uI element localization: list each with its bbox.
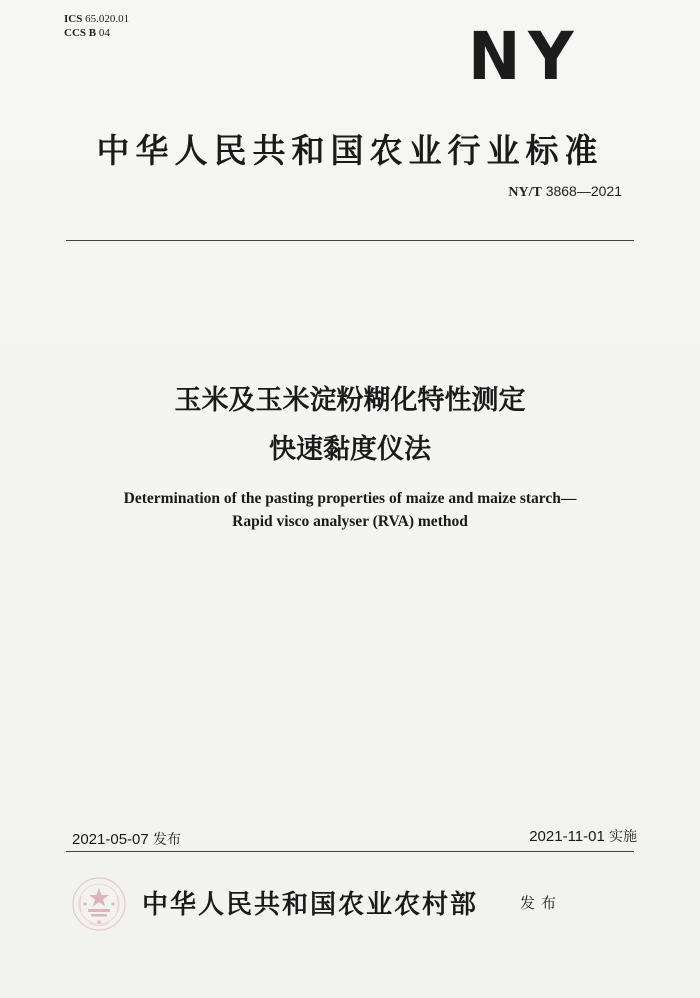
standard-number-prefix: NY/T	[508, 185, 542, 200]
standard-class-heading: 中华人民共和国农业行业标准	[96, 131, 604, 170]
ccs-value: 04	[98, 27, 110, 39]
issuing-action: 发布	[520, 894, 563, 912]
classification-codes	[64, 12, 129, 40]
ics-value: 65.020.01	[85, 13, 130, 25]
title-cn-line1: 玉米及玉米淀粉糊化特性测定	[174, 385, 526, 416]
bottom-divider	[66, 851, 634, 852]
issue-date-value: 2021-05-07	[72, 831, 149, 848]
issue-date-label: 发布	[152, 832, 181, 848]
ccs-code	[64, 26, 129, 40]
ics-code	[64, 12, 129, 26]
title-cn-line2: 快速黏度仪法	[269, 434, 431, 465]
issue-date	[72, 829, 181, 849]
ccs-label: CCS B	[64, 27, 97, 39]
title-en-line1: Determination of the pasting properties of maize and maize starch—	[123, 490, 577, 507]
implementation-date	[529, 826, 637, 846]
ny-logo: NY	[468, 18, 582, 95]
title-en-line2: Rapid visco analyser (RVA) method	[232, 513, 468, 530]
ministry-seal-icon	[71, 876, 127, 932]
ics-label: ICS	[64, 13, 83, 25]
standard-number	[508, 183, 622, 201]
implementation-date-value: 2021-11-01	[529, 828, 605, 845]
standard-number-value: 3868—2021	[545, 183, 622, 199]
issuing-authority: 中华人民共和国农业农村部	[142, 890, 479, 920]
top-divider	[66, 240, 634, 241]
implementation-date-label: 实施	[609, 829, 637, 845]
